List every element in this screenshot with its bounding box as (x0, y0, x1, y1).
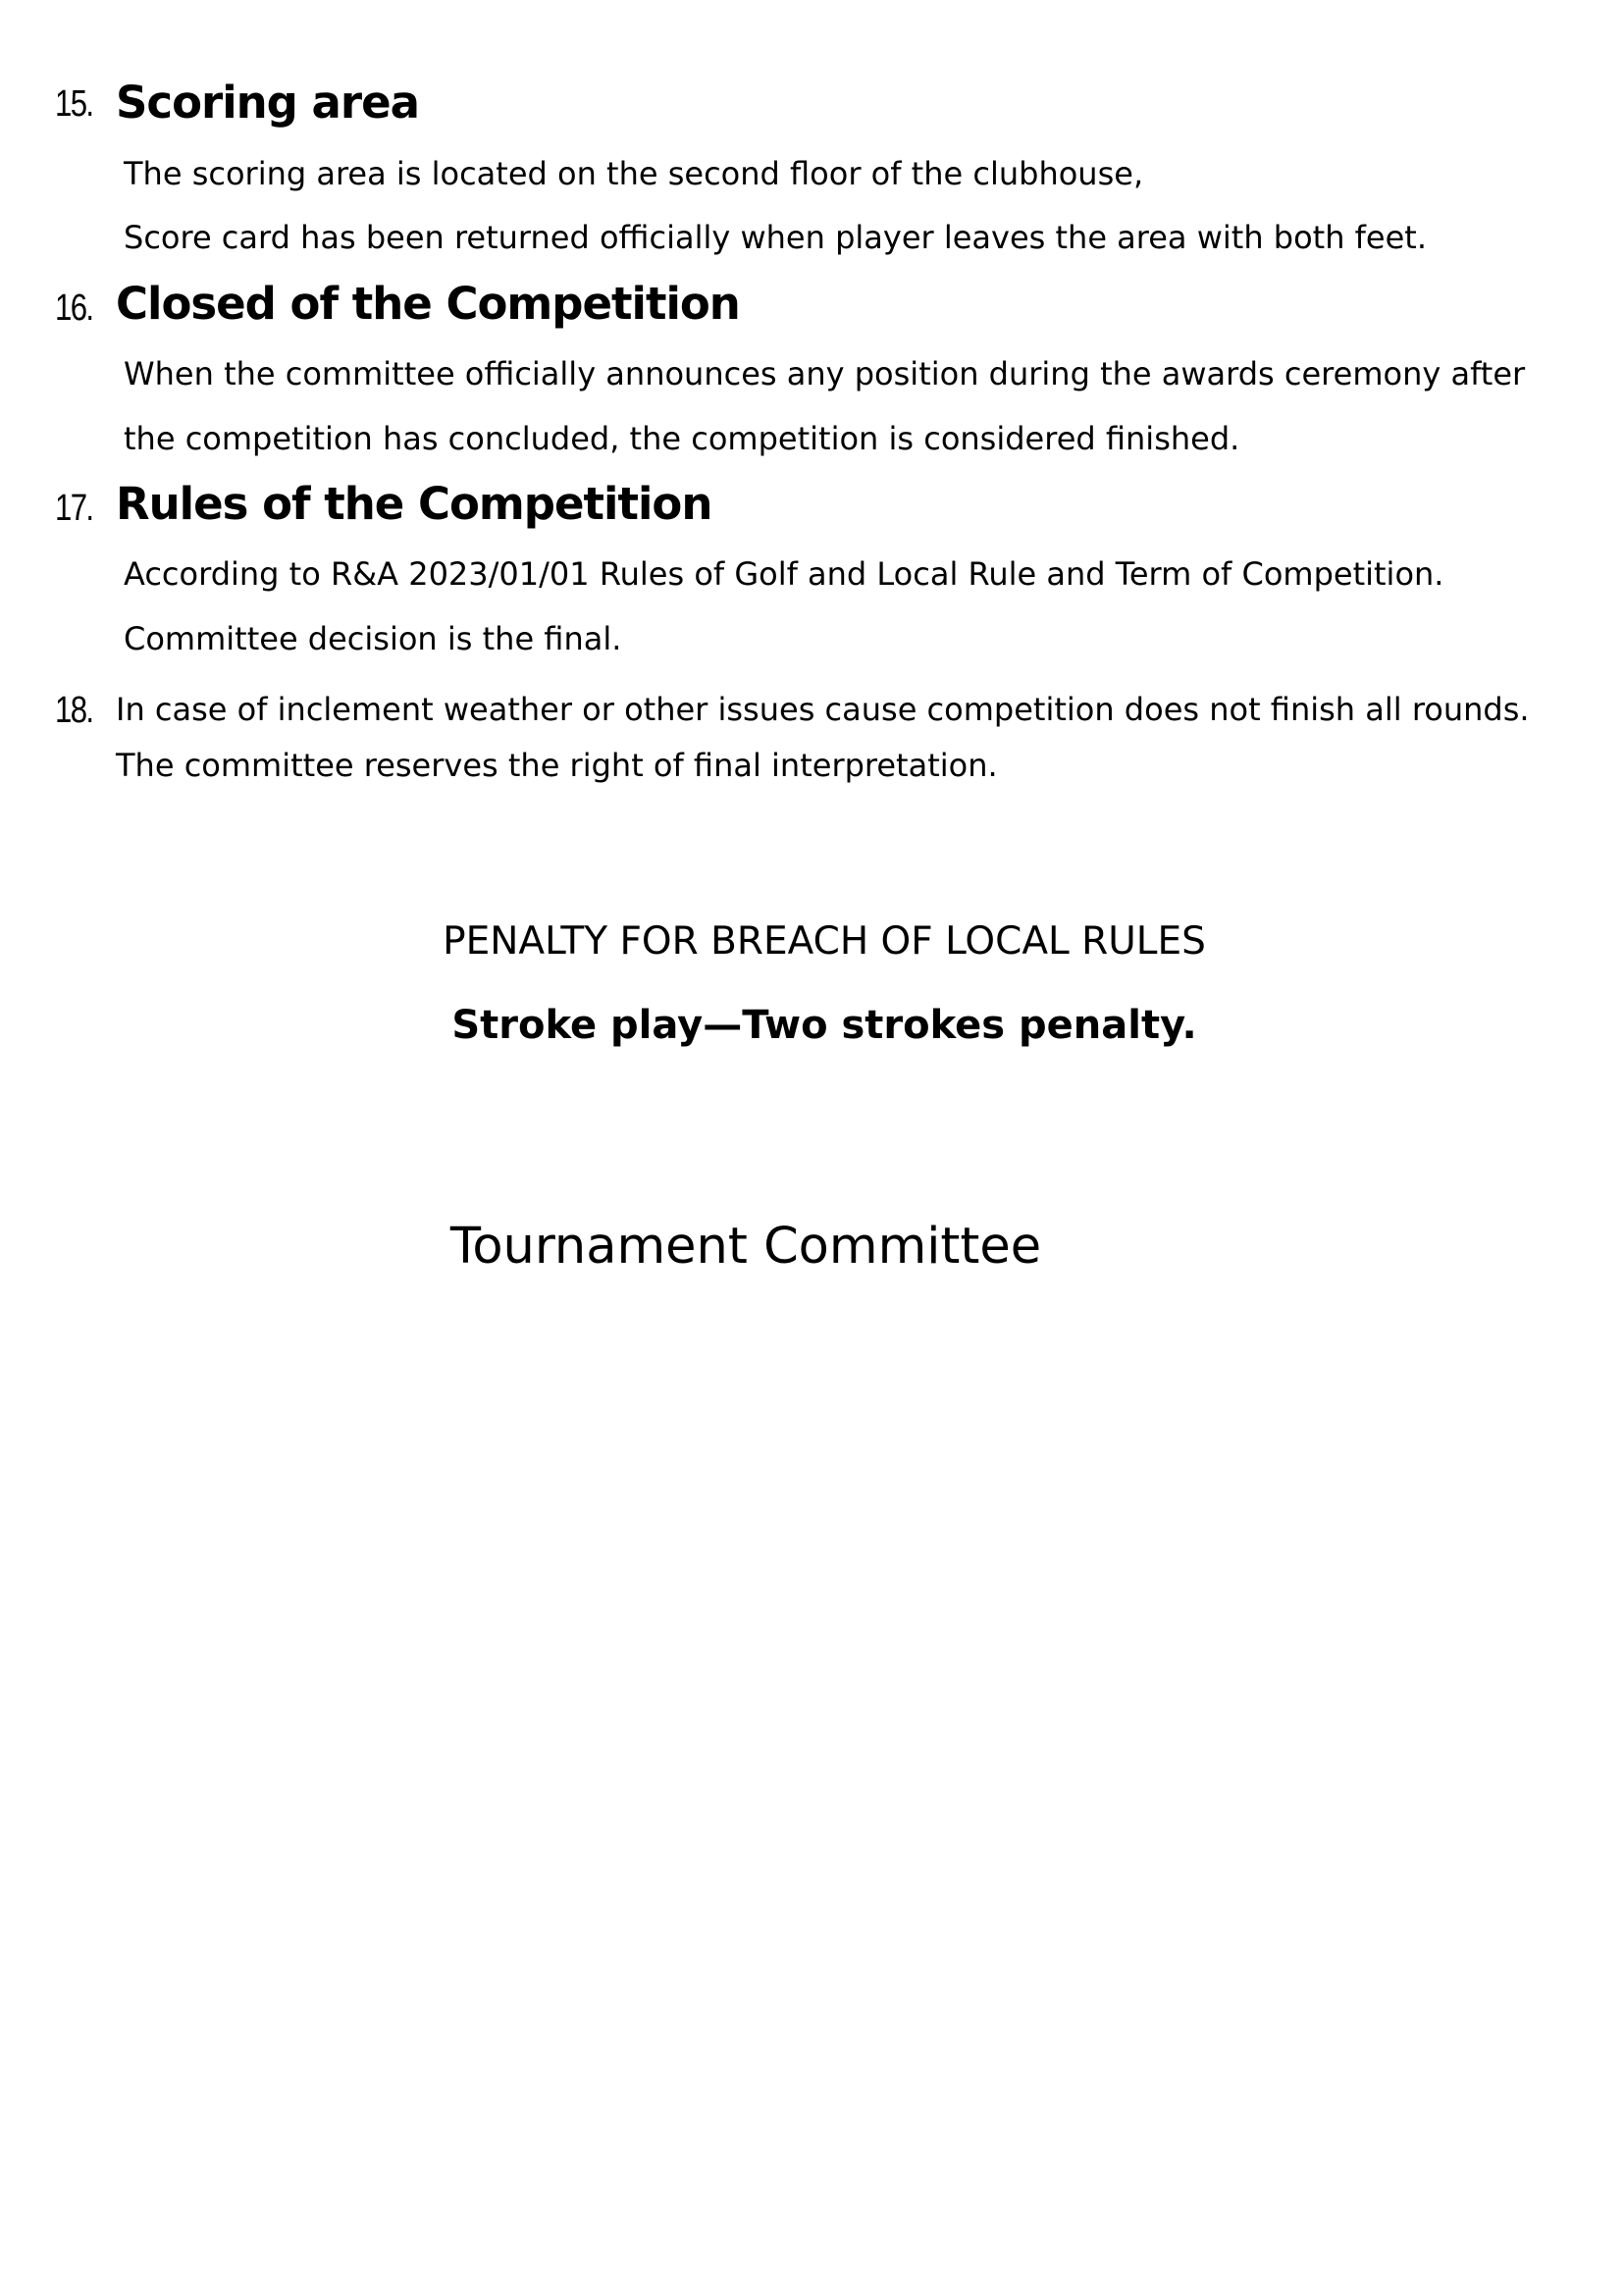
section-text-line: The committee reserves the right of final interpretation. (116, 747, 998, 784)
section-number: 15. (55, 83, 93, 125)
section-heading: Scoring area (116, 77, 419, 129)
section-text-line: When the committee officially announces any position during the awards ceremony after (124, 355, 1526, 392)
penalty-heading: PENALTY FOR BREACH OF LOCAL RULES (443, 919, 1206, 964)
section-heading: Closed of the Competition (116, 278, 740, 330)
section-text-line: According to R&A 2023/01/01 Rules of Golf and Local Rule and Term of Competition. (124, 555, 1444, 593)
penalty-text: Stroke play—Two strokes penalty. (451, 1003, 1197, 1048)
section-text-line: the competition has concluded, the competition is considered finished. (124, 420, 1240, 457)
section-number: 18. (55, 690, 93, 731)
section-number: 17. (55, 488, 93, 529)
section-text-line: Score card has been returned officially when player leaves the area with both feet. (124, 219, 1428, 256)
committee-signature: Tournament Committee (449, 1218, 1042, 1276)
section-text-line: Committee decision is the final. (124, 620, 622, 657)
section-heading: Rules of the Competition (116, 478, 712, 530)
section-text-line: The scoring area is located on the second floor of the clubhouse, (124, 155, 1144, 192)
section-number: 16. (55, 287, 93, 329)
section-text-line: In case of inclement weather or other issues cause competition does not finish all rounds. (116, 691, 1530, 728)
